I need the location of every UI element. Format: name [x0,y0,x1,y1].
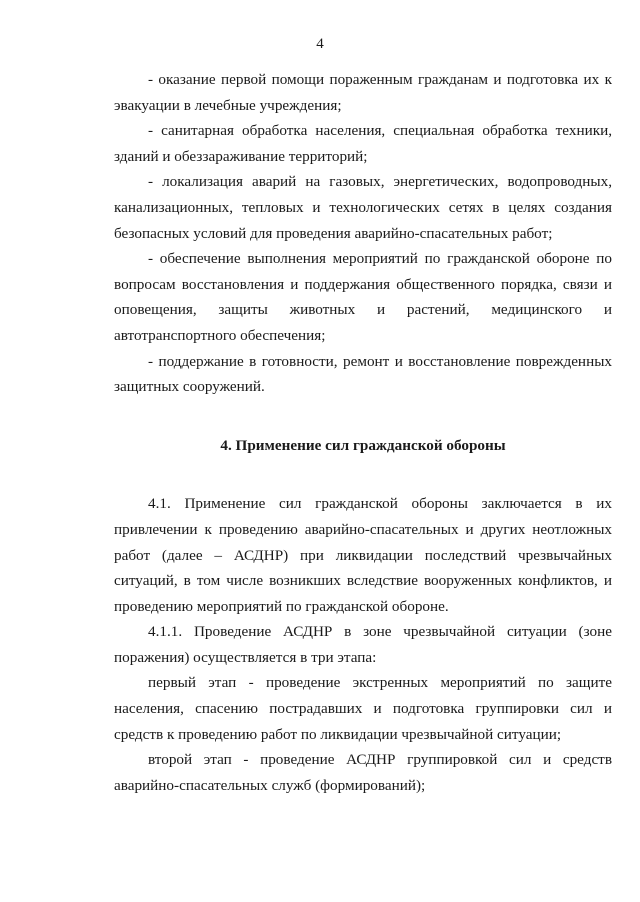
list-item: - санитарная обработка населения, специальная обработка техники, зданий и обеззараживание территорий; [114,122,612,165]
list-item: - обеспечение выполнения мероприятий по гражданской обороне по вопросам восстановления и поддержания общественного порядка, связи и оповещения, защиты животных и растений, медицинского и автотранспортного обеспечения; [114,250,612,344]
paragraph: 4.1. Применение сил гражданской обороны заключается в их привлечении к проведению аварийно-спасательных и других неотложных работ (далее – АСДНР) при ликвидации последствий чрезвычайных ситуаций, в том числе возникших вследствие вооруженных конфликтов, и проведению мероприятий по гражданской обороне. [114,495,612,615]
list-item: - локализация аварий на газовых, энергетических, водопроводных, канализационных, тепловых и технологических сетях в целях создания безопасных условий для проведения аварийно-спасательных работ; [114,173,612,242]
paragraph: 4.1.1. Проведение АСДНР в зоне чрезвычайной ситуации (зоне поражения) осуществляется в три этапа: [114,623,612,666]
list-item: - поддержание в готовности, ремонт и восстановление поврежденных защитных сооружений. [114,352,612,396]
list-item: - оказание первой помощи пораженным гражданам и подготовка их к эвакуации в лечебные учреждения; [114,71,612,114]
page-number: 4 [316,36,324,52]
section-heading: 4. Применение сил гражданской обороны [220,436,506,454]
document-body [114,67,612,798]
paragraph: первый этап - проведение экстренных мероприятий по защите населения, спасению пострадавших и подготовка группировки сил и средств к проведению работ по ликвидации чрезвычайной ситуации; [114,674,612,743]
paragraph: второй этап - проведение АСДНР группировкой сил и средств аварийно-спасательных служб (формирований); [114,751,612,794]
